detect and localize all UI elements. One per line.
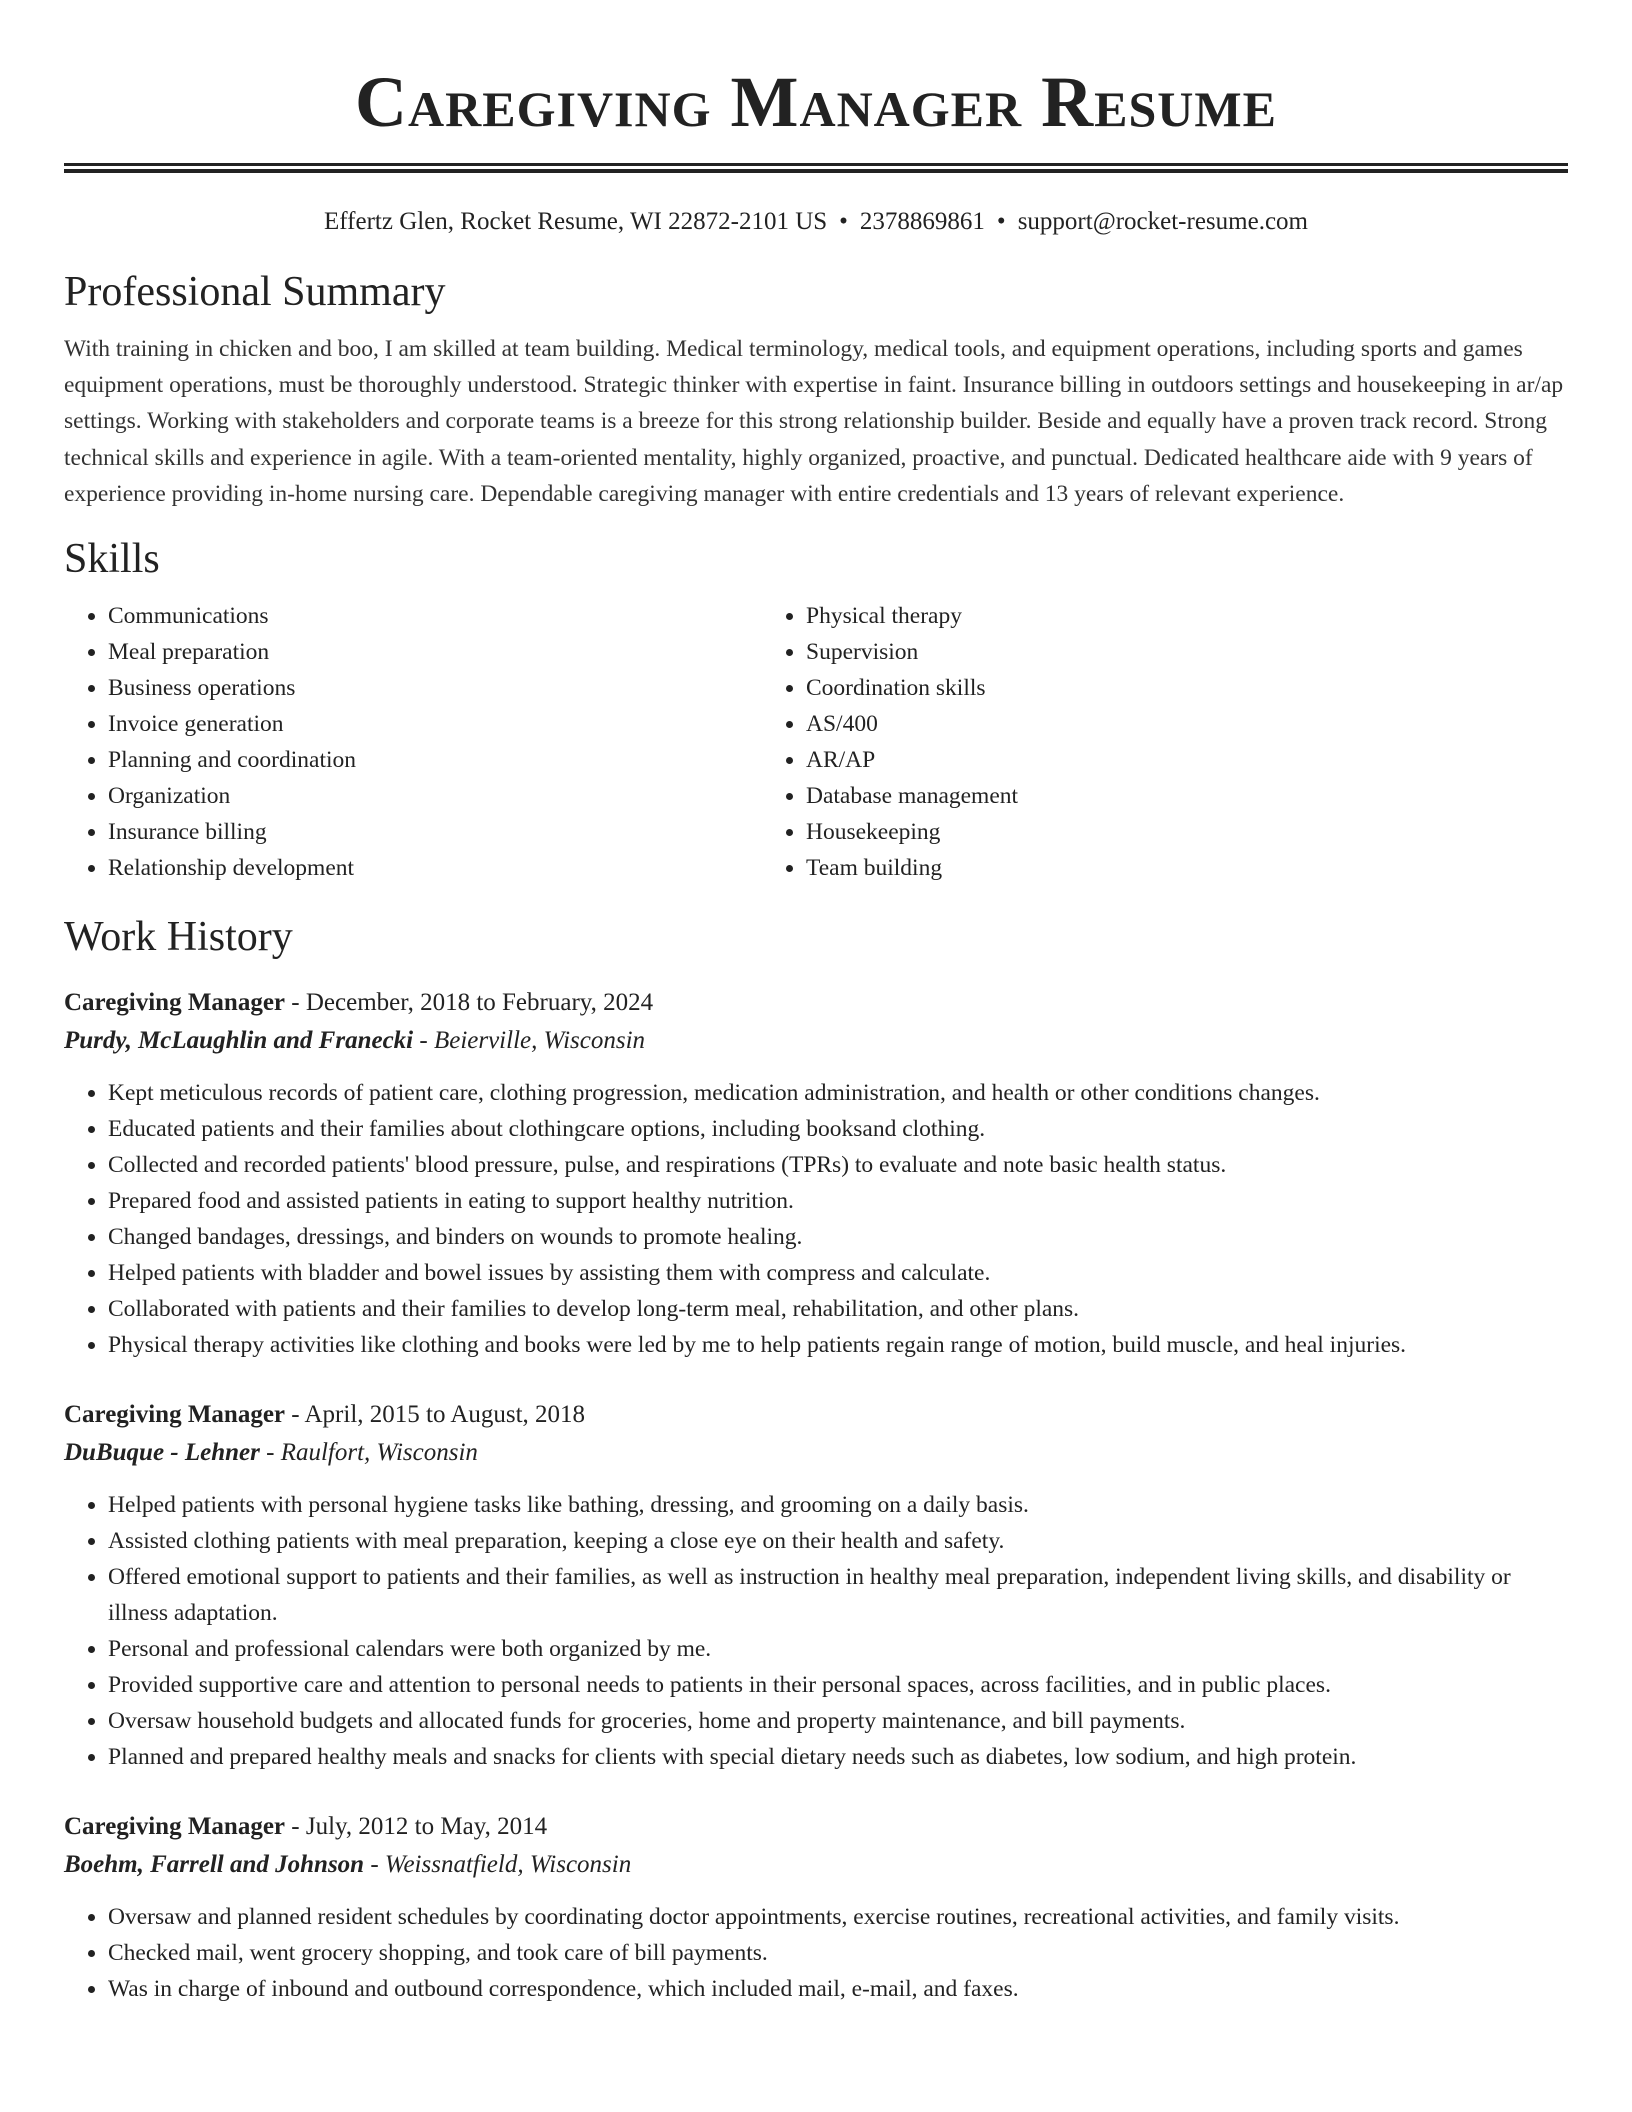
skills-column-left: [64, 598, 762, 886]
job-duty: • Planned and prepared healthy meals and snacks for clients with special dietary needs such as diabetes, low sodium, and high protein.: [108, 1739, 1568, 1775]
skill-item: • Physical therapy: [806, 598, 1568, 634]
job-role: Caregiving Manager: [64, 1813, 286, 1841]
job-duty: • Helped patients with personal hygiene tasks like bathing, dressing, and grooming on a daily basis.: [108, 1487, 1568, 1523]
job-duty: • Assisted clothing patients with meal preparation, keeping a close eye on their health and safety.: [108, 1523, 1568, 1559]
skill-item: • Coordination skills: [806, 670, 1568, 706]
job-duty: • Educated patients and their families about clothingcare options, including booksand clothing.: [108, 1111, 1568, 1147]
title-divider: [64, 163, 1568, 173]
job-title-line: [64, 1396, 1568, 1434]
contact-phone: 2378869861: [859, 208, 985, 235]
job-duty: • Collected and recorded patients' blood pressure, pulse, and respirations (TPRs) to evaluate and note basic health status.: [108, 1147, 1568, 1183]
job-entry: [64, 1808, 1568, 2007]
skill-item: • Communications: [108, 598, 762, 634]
job-duty: • Collaborated with patients and their families to develop long-term meal, rehabilitation, and other plans.: [108, 1291, 1568, 1327]
skills-list: [64, 598, 1568, 886]
job-duties-list: [64, 1075, 1568, 1363]
job-location: - Beierville, Wisconsin: [413, 1027, 646, 1055]
job-duties-list: [64, 1899, 1568, 2007]
job-dates: - December, 2018 to February, 2024: [285, 989, 654, 1017]
job-entry: [64, 1396, 1568, 1775]
skill-item: • Invoice generation: [108, 706, 762, 742]
job-role: Caregiving Manager: [64, 989, 286, 1017]
job-duty: • Physical therapy activities like clothing and books were led by me to help patients regain range of motion, build muscle, and heal injuries.: [108, 1327, 1568, 1363]
skill-item: • AR/AP: [806, 742, 1568, 778]
job-duty: • Was in charge of inbound and outbound correspondence, which included mail, e-mail, and faxes.: [108, 1971, 1568, 2007]
job-duty: • Helped patients with bladder and bowel issues by assisting them with compress and calculate.: [108, 1255, 1568, 1291]
resume-page: [64, 0, 1568, 2007]
skills-heading: Skills: [64, 536, 160, 583]
summary-heading: Professional Summary: [64, 269, 446, 315]
job-dates: - April, 2015 to August, 2018: [285, 1401, 586, 1429]
job-title-line: [64, 1808, 1568, 1846]
skill-item: • Database management: [806, 778, 1568, 814]
skill-item: • Housekeeping: [806, 814, 1568, 850]
job-entry: [64, 984, 1568, 1363]
skill-item: • Organization: [108, 778, 762, 814]
skill-item: • Team building: [806, 850, 1568, 886]
contact-separator: •: [839, 208, 848, 235]
job-duty: • Offered emotional support to patients and their families, as well as instruction in healthy meal preparation, independent living skills, and disability or illness adaptation.: [108, 1559, 1568, 1631]
resume-title: Caregiving Manager Resume: [355, 62, 1277, 142]
skills-column-right: [762, 598, 1568, 886]
job-duty: • Prepared food and assisted patients in eating to support healthy nutrition.: [108, 1183, 1568, 1219]
job-location: - Raulfort, Wisconsin: [259, 1439, 478, 1467]
job-duty: • Provided supportive care and attention to personal needs to patients in their personal spaces, across facilities, and in public places.: [108, 1667, 1568, 1703]
job-duty: • Changed bandages, dressings, and binders on wounds to promote healing.: [108, 1219, 1568, 1255]
job-company: Boehm, Farrell and Johnson: [64, 1851, 365, 1879]
job-location: - Weissnatfield, Wisconsin: [364, 1851, 632, 1879]
job-duty: • Checked mail, went grocery shopping, and took care of bill payments.: [108, 1935, 1568, 1971]
job-dates: - July, 2012 to May, 2014: [285, 1813, 548, 1841]
skill-item: • Planning and coordination: [108, 742, 762, 778]
job-duty: • Oversaw and planned resident schedules by coordinating doctor appointments, exercise routines, recreational activities, and family visits.: [108, 1899, 1568, 1935]
skill-item: • Supervision: [806, 634, 1568, 670]
skill-item: • Business operations: [108, 670, 762, 706]
job-role: Caregiving Manager: [64, 1401, 286, 1429]
job-duty: • Personal and professional calendars were both organized by me.: [108, 1631, 1568, 1667]
skill-item: • Relationship development: [108, 850, 762, 886]
skill-item: • Insurance billing: [108, 814, 762, 850]
contact-line: [64, 206, 1568, 238]
job-company: Purdy, McLaughlin and Franecki: [64, 1027, 414, 1055]
job-company-line: [64, 1022, 1568, 1060]
job-duty: • Kept meticulous records of patient care, clothing progression, medication administration, and health or other conditions changes.: [108, 1075, 1568, 1111]
contact-separator: •: [996, 208, 1006, 235]
job-duties-list: [64, 1487, 1568, 1775]
job-company-line: [64, 1846, 1568, 1884]
summary-text: With training in chicken and boo, I am skilled at team building. Medical terminology, medical tools, and equipment operations, including sports and games equipment operations, must be thoroughly understood. Strategic thinker with expertise in faint. Insurance billing in outdoors settings and housekeeping in ar/ap settings. Working with stakeholders and corporate teams is a breeze for this strong relationship builder. Beside and equally have a proven track record. Strong technical skills and experience in agile. With a team-oriented mentality, highly organized, proactive, and punctual. Dedicated healthcare aide with 9 years of experience providing in-home nursing care. Dependable caregiving manager with entire credentials and 13 years of relevant experience.: [64, 336, 1564, 507]
job-title-line: [64, 984, 1568, 1022]
skill-item: • Meal preparation: [108, 634, 762, 670]
skill-item: • AS/400: [806, 706, 1568, 742]
contact-email: support@rocket-resume.com: [1017, 208, 1308, 235]
work-history-heading: Work History: [64, 914, 293, 961]
job-company: DuBuque - Lehner: [64, 1439, 260, 1467]
job-duty: • Oversaw household budgets and allocated funds for groceries, home and property maintenance, and bill payments.: [108, 1703, 1568, 1739]
contact-address: Effertz Glen, Rocket Resume, WI 22872-2101 US: [324, 208, 828, 235]
job-company-line: [64, 1434, 1568, 1472]
